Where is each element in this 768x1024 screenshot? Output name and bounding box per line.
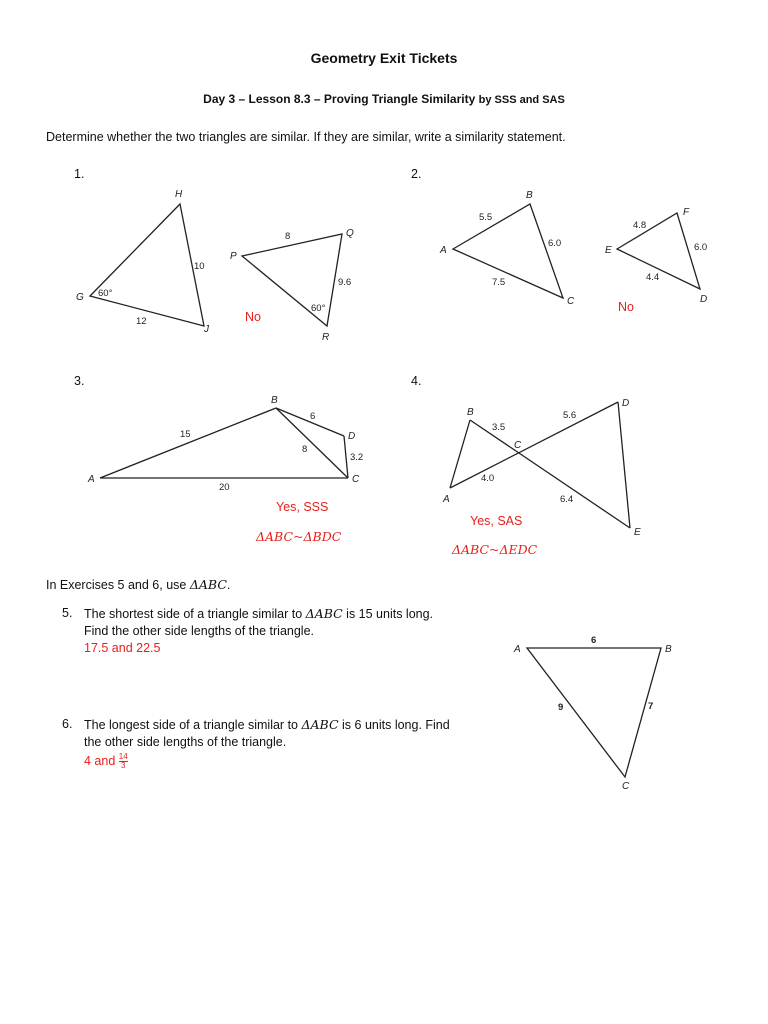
- page-title: Geometry Exit Tickets: [310, 50, 458, 66]
- problem-1-answer: No: [245, 310, 261, 324]
- vertex-label: Q: [346, 228, 354, 239]
- exercises-intro-math: ΔABC: [189, 577, 227, 592]
- side-label: 6.0: [694, 242, 708, 253]
- side-label: 3.5: [492, 422, 506, 433]
- problem-4-number: 4.: [411, 374, 422, 388]
- side-label: 9: [558, 702, 564, 713]
- problem-3-number: 3.: [74, 374, 85, 388]
- side-label: 4.4: [646, 272, 660, 283]
- side-label: 12: [136, 316, 147, 327]
- vertex-label: A: [443, 494, 450, 505]
- side-label: 5.6: [563, 410, 577, 421]
- vertex-label: A: [440, 245, 447, 256]
- side-label: 6: [310, 411, 316, 422]
- vertex-label: F: [683, 207, 690, 218]
- side-label: 4.8: [633, 220, 647, 231]
- exercise-6-answer-pre: 4 and: [84, 754, 116, 768]
- exercise-5-line1-pre: The shortest side of a triangle similar to: [84, 607, 303, 621]
- vertex-label: A: [88, 474, 95, 485]
- problem-1-number: 1.: [74, 167, 85, 181]
- side-label: 3.2: [350, 452, 364, 463]
- side-label: 6.0: [548, 238, 562, 249]
- problem-4-answer: Yes, SAS: [470, 514, 523, 528]
- exercises-intro-end: .: [226, 578, 231, 592]
- instructions: Determine whether the two triangles are similar. If they are similar, write a similarity statement.: [46, 130, 566, 144]
- problem-2-answer: No: [618, 300, 634, 314]
- exercise-6-line1-post: is 6 units long. Find: [342, 718, 450, 732]
- exercise-5-answer: 17.5 and 22.5: [84, 641, 161, 655]
- side-label: 8: [285, 231, 291, 242]
- exercise-6-line2: the other side lengths of the triangle.: [84, 735, 287, 749]
- side-label: 20: [219, 482, 230, 493]
- fraction-numerator: 14: [118, 752, 128, 762]
- side-label: 7: [648, 701, 654, 712]
- exercise-6-math: ΔABC: [301, 717, 339, 732]
- exercise-6-number: 6.: [62, 717, 73, 731]
- side-label: 4.0: [481, 473, 495, 484]
- vertex-label: C: [622, 781, 630, 792]
- side-label: 6.4: [560, 494, 574, 505]
- vertex-label: A: [514, 644, 521, 655]
- exercise-5-line1-post: is 15 units long.: [346, 607, 434, 621]
- side-label: 8: [302, 444, 308, 455]
- vertex-label: B: [467, 407, 474, 418]
- vertex-label: C: [352, 474, 360, 485]
- fraction-denominator: 3: [120, 761, 126, 771]
- vertex-label: D: [348, 431, 356, 442]
- angle-label: 60°: [311, 303, 326, 314]
- exercise-5-math: ΔABC: [305, 606, 343, 621]
- side-label: 5.5: [479, 212, 493, 223]
- vertex-label: D: [700, 294, 708, 305]
- problem-4-statement: ΔABC~ΔEDC: [452, 542, 538, 557]
- vertex-label: B: [526, 190, 533, 201]
- vertex-label: C: [514, 440, 522, 451]
- vertex-label: H: [175, 189, 183, 200]
- problem-2-number: 2.: [411, 167, 422, 181]
- vertex-label: B: [665, 644, 672, 655]
- vertex-label: C: [567, 296, 575, 307]
- exercise-5-number: 5.: [62, 606, 73, 620]
- angle-label: 60°: [98, 288, 113, 299]
- side-label: 15: [180, 429, 191, 440]
- side-label: 6: [591, 635, 597, 646]
- vertex-label: E: [634, 527, 641, 538]
- vertex-label: G: [76, 292, 84, 303]
- exercise-5-line2: Find the other side lengths of the triangle.: [84, 624, 315, 638]
- vertex-label: B: [271, 395, 278, 406]
- vertex-label: J: [204, 324, 209, 335]
- triangle-abc: [527, 648, 661, 777]
- exercise-6-line1-pre: The longest side of a triangle similar to: [84, 718, 298, 732]
- problem-3-statement: ΔABC~ΔBDC: [256, 529, 342, 544]
- side-label: 7.5: [492, 277, 506, 288]
- subtitle-main: Day 3 – Lesson 8.3 – Proving Triangle Similarity: [203, 92, 476, 106]
- side-label: 10: [194, 261, 205, 272]
- subtitle-tail: by SSS and SAS: [478, 94, 565, 106]
- vertex-label: P: [230, 251, 237, 262]
- vertex-label: E: [605, 245, 612, 256]
- vertex-label: R: [322, 332, 330, 343]
- exercises-intro-text: In Exercises 5 and 6, use: [46, 578, 187, 592]
- vertex-label: D: [622, 398, 630, 409]
- side-label: 9.6: [338, 277, 352, 288]
- problem-3-answer: Yes, SSS: [276, 500, 329, 514]
